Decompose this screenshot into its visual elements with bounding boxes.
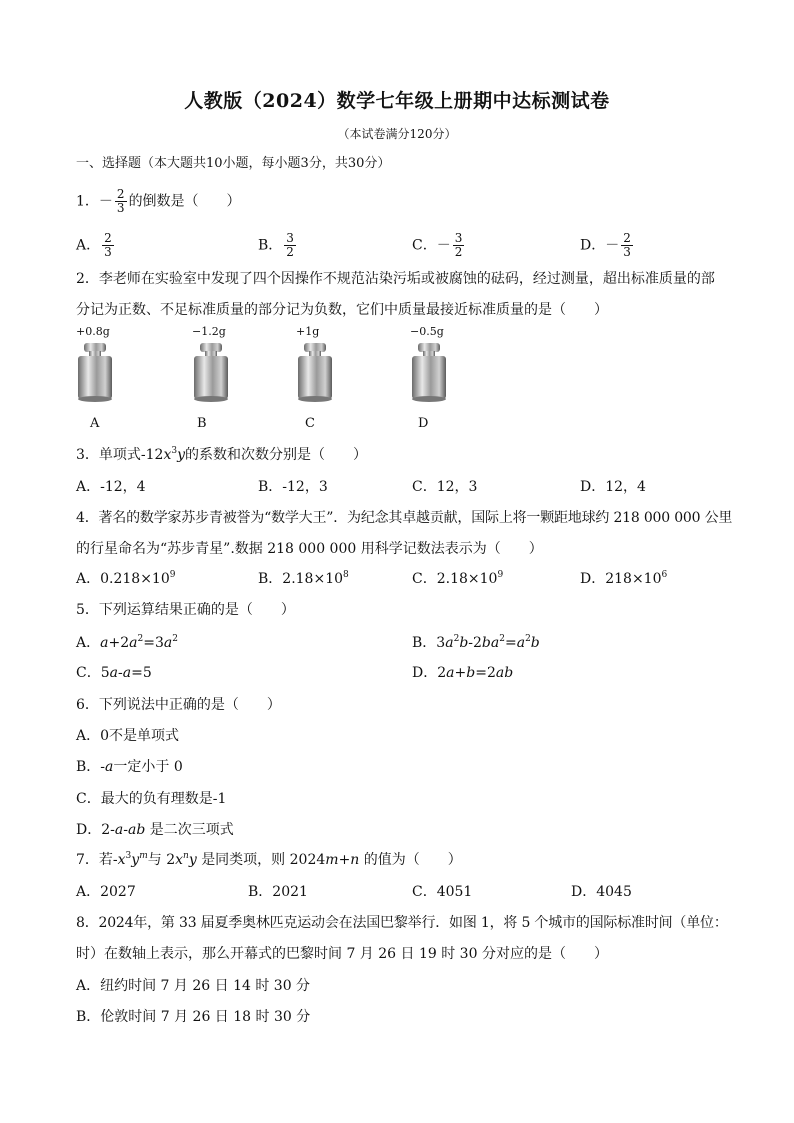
q1-option-b-num: 3	[286, 231, 294, 245]
weight-b[interactable]	[192, 325, 252, 415]
q1-option-c-fraction	[453, 232, 465, 259]
weight-a[interactable]	[76, 325, 136, 415]
q1-option-d-num: 2	[623, 231, 631, 245]
page-subtitle: （本试卷满分120分）	[337, 127, 457, 141]
q4-option-a-text: A．0.218×10	[76, 571, 170, 587]
q8-line-1: 8．2024年，第 33 届夏季奥林匹克运动会在法国巴黎举行．如图 1，将 5 个城市的国际标准时间（单位：	[76, 915, 728, 931]
q1-option-c-sign: －	[436, 237, 451, 254]
q1-fraction	[115, 188, 127, 215]
q1-option-d-fraction	[621, 232, 633, 259]
q4-option-a[interactable]	[76, 569, 175, 589]
q1-option-c-num: 3	[454, 231, 463, 245]
q7-end: 的值为（ ）	[363, 852, 462, 868]
q1-option-a-num: 2	[104, 231, 112, 245]
q1-option-a[interactable]	[76, 232, 116, 259]
q4-option-b-text: B．2.18×10	[258, 571, 344, 587]
q1-option-d-letter: D．	[580, 237, 606, 254]
q1-neg: －	[98, 193, 113, 210]
q4-option-b-exp: 8	[343, 570, 349, 580]
weight-b-label: −1.2g	[192, 325, 226, 338]
weight-a-letter: A	[90, 416, 100, 431]
q1-number: 1．	[76, 193, 99, 210]
weight-a-icon	[76, 343, 116, 413]
weight-d-label: −0.5g	[410, 325, 444, 338]
q1-option-d-den: 3	[623, 245, 631, 259]
q6-option-d-mid: -	[123, 822, 128, 838]
q1-frac-den: 3	[116, 201, 125, 215]
weight-a-label: +0.8g	[76, 325, 110, 338]
q5-option-a[interactable]: A．$a+2a^2=3a^2$	[76, 634, 178, 651]
q6-option-b[interactable]	[76, 757, 183, 777]
q6-option-b-post: 一定小于 0	[113, 759, 183, 775]
q5-option-b-letter: B．	[412, 635, 437, 651]
q3-var-x: x	[163, 447, 172, 463]
q6-option-d-pre: D．2-	[76, 822, 115, 838]
q5-option-d[interactable]: D．2a+b=2ab	[412, 665, 514, 681]
q2-line-2: 分记为正数、不足标准质量的部分记为负数，它们中质量最接近标准质量的是（ ）	[76, 302, 608, 318]
q3-var-y: y	[177, 447, 186, 463]
q6-option-b-var: a	[105, 759, 114, 775]
q3-option-d[interactable]: D．12，4	[580, 479, 646, 495]
q1-option-c-den: 2	[454, 245, 463, 259]
q4-option-c-exp: 9	[497, 570, 504, 580]
question-7: 7．若$-x^3y^m$与 $2x^ny$ 是同类项，则 2024m+n 的值为（ ）	[76, 851, 462, 868]
q3-stem-start: 3．单项式-12	[76, 447, 164, 463]
q1-option-c[interactable]	[412, 232, 466, 259]
q6-option-c[interactable]: C．最大的负有理数是-1	[76, 791, 227, 807]
weight-d-letter: D	[418, 416, 429, 431]
q8-option-a[interactable]: A．纽约时间 7 月 26 日 14 时 30 分	[76, 978, 311, 994]
question-3	[76, 445, 367, 465]
q5-option-c[interactable]: C．5a-a=5	[76, 665, 152, 681]
q6-option-b-pre: B．-	[76, 759, 106, 775]
q6-option-d-post: 是二次三项式	[145, 822, 234, 838]
q1-option-a-fraction	[102, 232, 114, 259]
q3-option-b[interactable]: B．-12，3	[258, 479, 328, 495]
q8-line-2: 时）在数轴上表示，那么开幕式的巴黎时间 7 月 26 日 19 时 30 分对应的是（ ）	[76, 946, 608, 962]
section-heading: 一、选择题（本大题共10小题，每小题3分，共30分）	[76, 156, 391, 171]
q4-option-c-text: C．2.18×10	[412, 571, 498, 587]
q1-option-b-den: 2	[286, 245, 294, 259]
weight-b-icon	[192, 343, 232, 413]
q7-option-a[interactable]: A．2027	[76, 884, 136, 900]
q7-option-b[interactable]: B．2021	[248, 884, 308, 900]
q1-option-c-letter: C．	[412, 237, 437, 254]
q7-option-c[interactable]: C．4051	[412, 884, 473, 900]
question-1	[76, 188, 241, 215]
q6-option-d-var2: ab	[127, 822, 146, 838]
q4-option-d-text: D．218×10	[580, 571, 662, 587]
q4-option-c[interactable]	[412, 569, 503, 589]
q1-suffix: 的倒数是（ ）	[128, 193, 241, 210]
q4-option-b[interactable]	[258, 569, 349, 589]
q5-option-a-letter: A．	[76, 635, 101, 651]
q5-option-d-letter: D．	[412, 665, 438, 681]
q3-stem-end: 的系数和次数分别是（ ）	[185, 447, 368, 463]
page-title: 人教版（2024）数学七年级上册期中达标测试卷	[184, 90, 610, 112]
q5-stem: 5．下列运算结果正确的是（ ）	[76, 602, 295, 618]
weight-c-icon	[296, 343, 336, 413]
q7-post: 是同类项，则 2024	[201, 852, 326, 868]
weight-c[interactable]	[296, 325, 356, 415]
q6-stem: 6．下列说法中正确的是（ ）	[76, 697, 281, 713]
q1-option-a-den: 3	[104, 245, 112, 259]
weight-b-letter: B	[197, 416, 207, 431]
q4-line-2: 的行星命名为“苏步青星”.数据 218 000 000 用科学记数法表示为（ ）	[76, 541, 543, 557]
q5-option-c-letter: C．	[76, 665, 101, 681]
q1-frac-num: 2	[116, 187, 125, 201]
q8-option-b[interactable]: B．伦敦时间 7 月 26 日 18 时 30 分	[76, 1009, 311, 1025]
q6-option-d[interactable]	[76, 820, 234, 840]
q4-option-d-exp: 6	[661, 570, 668, 580]
q7-option-d[interactable]: D．4045	[571, 884, 632, 900]
q4-option-d[interactable]	[580, 569, 667, 589]
q5-option-b[interactable]: B．$3a^2b-2ba^2=a^2b$	[412, 634, 540, 651]
q1-option-a-letter: A．	[76, 237, 101, 254]
q3-option-a[interactable]: A．-12，4	[76, 479, 146, 495]
weight-c-letter: C	[305, 416, 315, 431]
q6-option-d-var1: a	[114, 822, 124, 838]
weight-c-label: +1g	[296, 325, 320, 338]
q1-option-b[interactable]	[258, 232, 298, 259]
q1-option-b-fraction	[284, 232, 296, 259]
q1-option-d-sign: －	[605, 237, 620, 254]
q1-option-b-letter: B．	[258, 237, 283, 254]
q7-mid: 与 2	[147, 852, 176, 868]
q3-option-c[interactable]: C．12，3	[412, 479, 478, 495]
q6-option-a[interactable]: A．0不是单项式	[76, 728, 180, 744]
q7-pre: 7．若-	[76, 852, 118, 868]
weight-d-icon	[410, 343, 450, 413]
q4-option-a-exp: 9	[169, 570, 176, 580]
q2-line-1: 2．李老师在实验室中发现了四个因操作不规范沾染污垢或被腐蚀的砝码，经过测量，超出标准质量的部	[76, 271, 715, 287]
weight-d[interactable]	[410, 325, 470, 415]
q4-line-1: 4．著名的数学家苏步青被誉为“数学大王”．为纪念其卓越贡献，国际上将一颗距地球约 218 000 000 公里	[76, 510, 733, 526]
q3-exp: 3	[171, 446, 178, 456]
q1-option-d[interactable]	[580, 232, 635, 259]
